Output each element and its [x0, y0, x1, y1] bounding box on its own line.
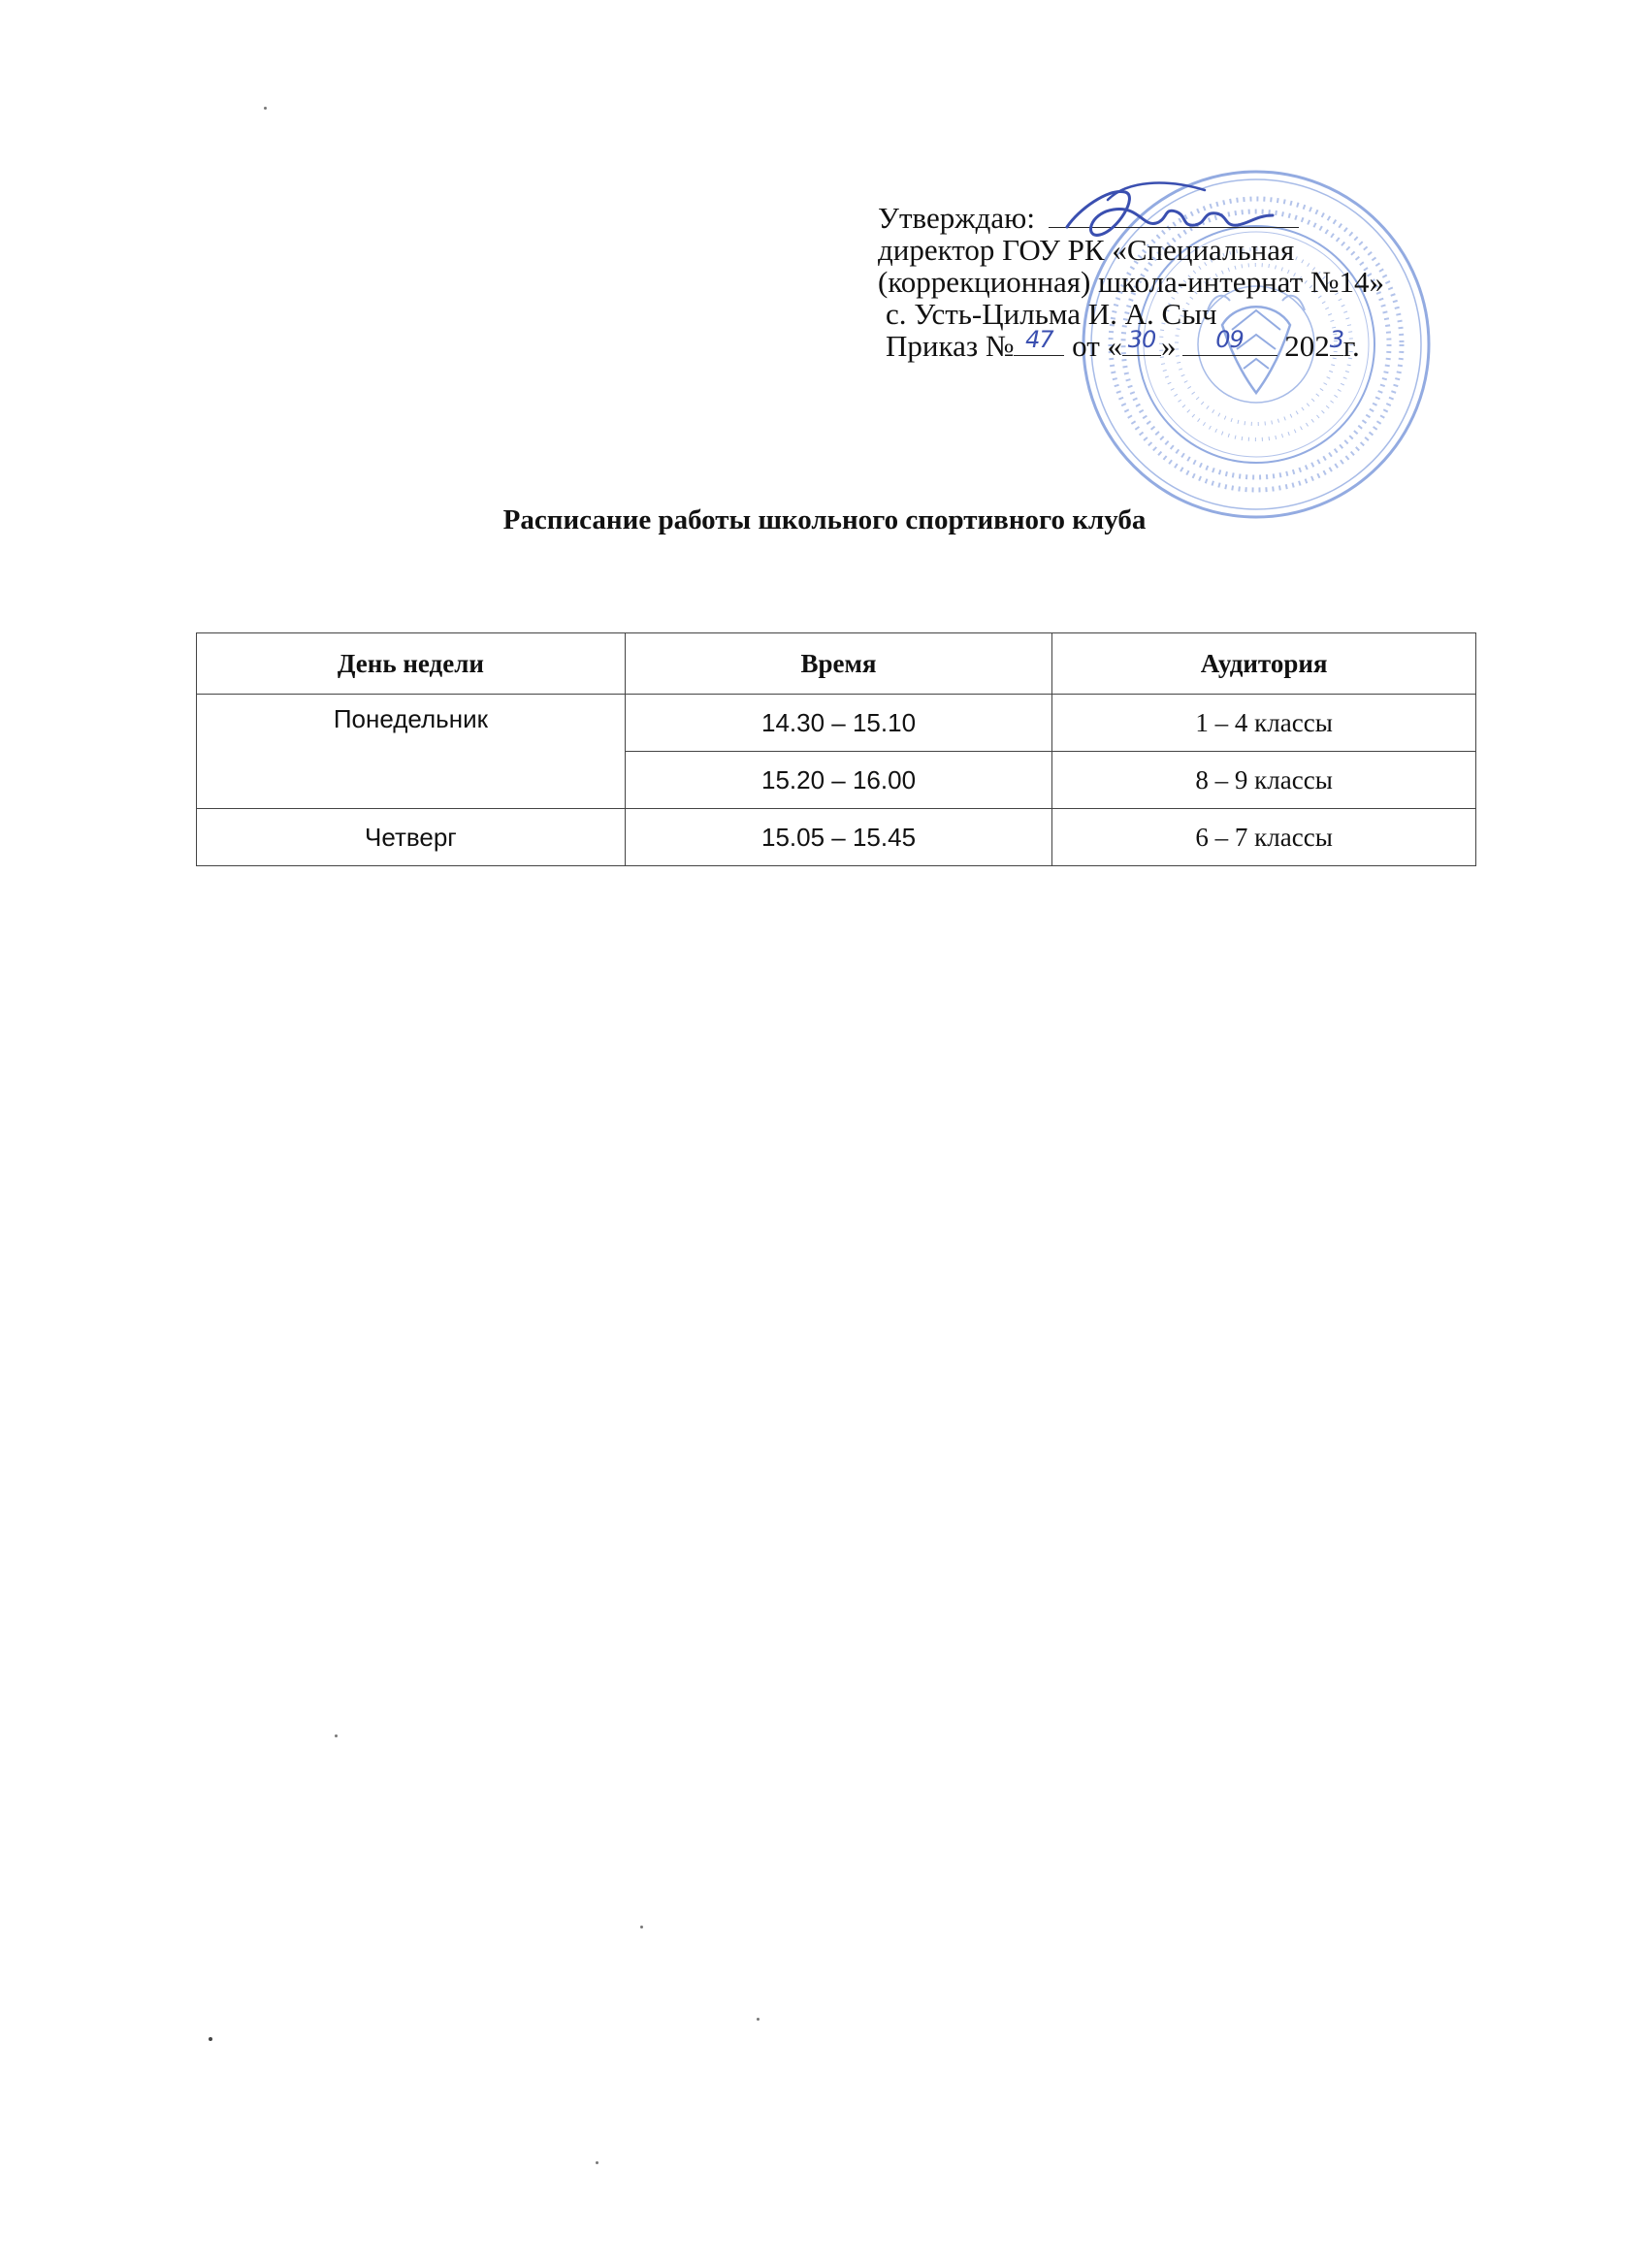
date-open-quote: от «	[1072, 329, 1123, 363]
order-day: 30	[1127, 326, 1156, 353]
order-month: 09	[1215, 326, 1244, 353]
cell-day: Четверг	[197, 809, 626, 866]
director-signature	[1050, 171, 1282, 258]
cell-time: 15.05 – 15.45	[625, 809, 1051, 866]
cell-time: 15.20 – 16.00	[625, 752, 1051, 809]
location-director-name: с. Усть-Цильма И. А. Сыч	[886, 297, 1217, 331]
director-position-line2: (коррекционная) школа-интернат №14»	[878, 265, 1384, 299]
document-title: Расписание работы школьного спортивного клуба	[502, 504, 1147, 535]
cell-audience: 8 – 9 классы	[1052, 752, 1476, 809]
scan-speck	[596, 2161, 598, 2164]
order-number: 47	[1025, 326, 1053, 353]
table-header-row	[197, 633, 1476, 695]
year-blank	[1329, 326, 1344, 356]
date-close-quote: »	[1161, 329, 1177, 363]
schedule-table	[196, 632, 1476, 866]
month-blank	[1182, 326, 1277, 356]
year-prefix: 202	[1284, 329, 1330, 363]
cell-time: 14.30 – 15.10	[625, 695, 1051, 752]
header-day: День недели	[197, 633, 626, 695]
table-row	[197, 695, 1476, 752]
scan-speck	[264, 107, 267, 110]
order-line	[878, 326, 1421, 363]
approve-label: Утверждаю:	[878, 201, 1035, 235]
header-audience: Аудитория	[1052, 633, 1476, 695]
scan-speck	[640, 1926, 643, 1928]
order-prefix: Приказ №	[886, 329, 1015, 363]
cell-day: Понедельник	[197, 695, 626, 809]
cell-audience: 6 – 7 классы	[1052, 809, 1476, 866]
scan-speck	[335, 1734, 338, 1737]
order-number-blank	[1014, 326, 1064, 356]
year-suffix: г.	[1342, 329, 1360, 363]
director-position-line1: директор ГОУ РК «Специальная	[878, 233, 1295, 267]
header-time: Время	[625, 633, 1051, 695]
order-year-digit: 3	[1329, 326, 1344, 353]
scan-speck	[209, 2037, 212, 2041]
day-blank	[1122, 326, 1161, 356]
scan-speck	[757, 2018, 760, 2021]
cell-audience: 1 – 4 классы	[1052, 695, 1476, 752]
table-row	[197, 809, 1476, 866]
